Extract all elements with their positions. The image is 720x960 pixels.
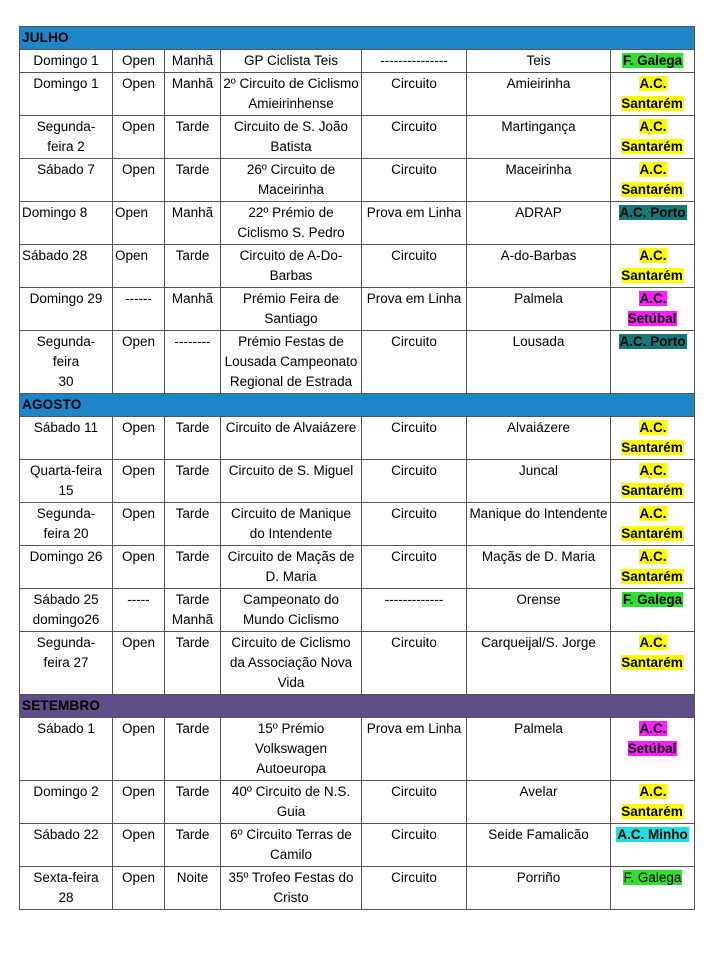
event-location: A-do-Barbas — [467, 245, 611, 288]
event-type: Circuito — [362, 331, 467, 394]
event-name: 22º Prémio de Ciclismo S. Pedro — [221, 202, 362, 245]
organizer-badge: A.C. Santarém — [621, 420, 683, 455]
organizer-badge: A.C. Santarém — [621, 162, 683, 197]
event-row — [20, 503, 695, 546]
event-date: Segunda- feira 20 — [20, 503, 113, 546]
event-date: Sexta-feira 28 — [20, 867, 113, 910]
event-date: Domingo 1 — [20, 50, 113, 73]
organizer-cell — [611, 718, 695, 781]
event-period: Tarde — [165, 245, 221, 288]
event-row — [20, 288, 695, 331]
month-header-row — [20, 27, 695, 50]
organizer-badge: A.C. Santarém — [621, 248, 683, 283]
event-period: Tarde — [165, 159, 221, 202]
event-period: Tarde — [165, 718, 221, 781]
event-location: Amieirinha — [467, 73, 611, 116]
event-category: Open — [113, 202, 165, 245]
event-period: Manhã — [165, 288, 221, 331]
organizer-badge: F. Galega — [623, 870, 682, 885]
organizer-badge: A.C. Minho — [617, 827, 688, 842]
event-category: Open — [113, 331, 165, 394]
event-category: Open — [113, 718, 165, 781]
event-category: Open — [113, 632, 165, 695]
organizer-cell — [611, 331, 695, 394]
event-type: Circuito — [362, 824, 467, 867]
event-period: Tarde — [165, 460, 221, 503]
event-period: Tarde — [165, 503, 221, 546]
event-period: Tarde — [165, 781, 221, 824]
event-location: Seide Famalicão — [467, 824, 611, 867]
event-row — [20, 546, 695, 589]
event-location: Porriño — [467, 867, 611, 910]
event-name: Circuito de A-Do-Barbas — [221, 245, 362, 288]
organizer-cell — [611, 589, 695, 632]
event-name: Circuito de Manique do Intendente — [221, 503, 362, 546]
organizer-cell — [611, 159, 695, 202]
event-date: Sábado 7 — [20, 159, 113, 202]
organizer-cell — [611, 632, 695, 695]
event-category: Open — [113, 73, 165, 116]
event-location: Martingança — [467, 116, 611, 159]
event-date: Segunda- feira 30 — [20, 331, 113, 394]
event-category: Open — [113, 781, 165, 824]
event-row — [20, 417, 695, 460]
month-header-row — [20, 695, 695, 718]
event-category: Open — [113, 245, 165, 288]
event-location: Teis — [467, 50, 611, 73]
event-type: Circuito — [362, 546, 467, 589]
event-category: Open — [113, 503, 165, 546]
event-row — [20, 781, 695, 824]
event-row — [20, 824, 695, 867]
event-type: Circuito — [362, 460, 467, 503]
organizer-badge: F. Galega — [622, 53, 683, 68]
event-location: Maçãs de D. Maria — [467, 546, 611, 589]
event-category: Open — [113, 116, 165, 159]
event-category: ------ — [113, 288, 165, 331]
event-date: Sábado 25 domingo26 — [20, 589, 113, 632]
event-period: Manhã — [165, 50, 221, 73]
event-location: Palmela — [467, 288, 611, 331]
event-date: Sábado 11 — [20, 417, 113, 460]
organizer-cell — [611, 867, 695, 910]
event-date: Sábado 22 — [20, 824, 113, 867]
calendar-body — [20, 27, 695, 910]
event-date: Segunda- feira 27 — [20, 632, 113, 695]
event-location: Orense — [467, 589, 611, 632]
event-date: Domingo 1 — [20, 73, 113, 116]
event-row — [20, 202, 695, 245]
event-type: Prova em Linha — [362, 288, 467, 331]
event-type: Circuito — [362, 417, 467, 460]
event-date: Sábado 1 — [20, 718, 113, 781]
event-category: Open — [113, 50, 165, 73]
event-row — [20, 73, 695, 116]
month-header: SETEMBRO — [20, 695, 695, 718]
month-header: JULHO — [20, 27, 695, 50]
event-row — [20, 460, 695, 503]
event-type: Prova em Linha — [362, 718, 467, 781]
event-name: 15º Prémio Volkswagen Autoeuropa — [221, 718, 362, 781]
event-name: 2º Circuito de Ciclismo Amieirinhense — [221, 73, 362, 116]
event-date: Quarta-feira 15 — [20, 460, 113, 503]
event-period: Tarde Manhã — [165, 589, 221, 632]
organizer-cell — [611, 245, 695, 288]
event-type: Circuito — [362, 159, 467, 202]
event-type: --------------- — [362, 50, 467, 73]
event-period: Manhã — [165, 73, 221, 116]
event-date: Domingo 29 — [20, 288, 113, 331]
event-location: Palmela — [467, 718, 611, 781]
organizer-badge: A.C. Santarém — [621, 549, 683, 584]
event-location: Alvaiázere — [467, 417, 611, 460]
organizer-badge: A.C. Porto — [619, 205, 686, 220]
organizer-badge: A.C. Santarém — [621, 76, 683, 111]
event-date: Segunda- feira 2 — [20, 116, 113, 159]
event-period: Manhã — [165, 202, 221, 245]
event-category: Open — [113, 417, 165, 460]
organizer-cell — [611, 73, 695, 116]
organizer-cell — [611, 781, 695, 824]
event-row — [20, 589, 695, 632]
organizer-cell — [611, 460, 695, 503]
event-row — [20, 245, 695, 288]
event-location: Lousada — [467, 331, 611, 394]
event-name: 6º Circuito Terras de Camilo — [221, 824, 362, 867]
event-period: Tarde — [165, 632, 221, 695]
event-category: ----- — [113, 589, 165, 632]
event-name: Circuito de Ciclismo da Associação Nova Vida — [221, 632, 362, 695]
event-period: Tarde — [165, 417, 221, 460]
event-type: ------------- — [362, 589, 467, 632]
event-type: Circuito — [362, 632, 467, 695]
organizer-badge: A.C. Santarém — [621, 119, 683, 154]
event-category: Open — [113, 824, 165, 867]
event-date: Domingo 26 — [20, 546, 113, 589]
event-period: Tarde — [165, 116, 221, 159]
event-location: ADRAP — [467, 202, 611, 245]
organizer-cell — [611, 824, 695, 867]
organizer-badge: A.C. Santarém — [621, 784, 683, 819]
event-type: Circuito — [362, 116, 467, 159]
event-location: Maceirinha — [467, 159, 611, 202]
event-period: -------- — [165, 331, 221, 394]
event-name: Prémio Feira de Santiago — [221, 288, 362, 331]
event-row — [20, 116, 695, 159]
event-row — [20, 331, 695, 394]
organizer-cell — [611, 50, 695, 73]
organizer-cell — [611, 503, 695, 546]
organizer-badge: A.C. Santarém — [621, 506, 683, 541]
event-category: Open — [113, 867, 165, 910]
event-type: Circuito — [362, 503, 467, 546]
calendar-table — [19, 26, 695, 910]
event-category: Open — [113, 546, 165, 589]
event-name: 26º Circuito de Maceirinha — [221, 159, 362, 202]
event-row — [20, 50, 695, 73]
event-name: Circuito de S. João Batista — [221, 116, 362, 159]
event-date: Sábado 28 — [20, 245, 113, 288]
event-name: Circuito de Maçãs de D. Maria — [221, 546, 362, 589]
event-period: Noite — [165, 867, 221, 910]
event-period: Tarde — [165, 546, 221, 589]
event-type: Prova em Linha — [362, 202, 467, 245]
organizer-cell — [611, 202, 695, 245]
event-name: 40º Circuito de N.S. Guia — [221, 781, 362, 824]
organizer-badge: A.C. Setúbal — [627, 291, 677, 326]
event-type: Circuito — [362, 73, 467, 116]
event-name: Campeonato do Mundo Ciclismo — [221, 589, 362, 632]
event-date: Domingo 8 — [20, 202, 113, 245]
organizer-badge: A.C. Santarém — [621, 463, 683, 498]
event-row — [20, 718, 695, 781]
organizer-cell — [611, 546, 695, 589]
event-location: Manique do Intendente — [467, 503, 611, 546]
organizer-cell — [611, 288, 695, 331]
event-type: Circuito — [362, 781, 467, 824]
event-name: Prémio Festas de Lousada Campeonato Regional de Estrada — [221, 331, 362, 394]
organizer-cell — [611, 417, 695, 460]
event-name: Circuito de S. Miguel — [221, 460, 362, 503]
event-row — [20, 632, 695, 695]
event-name: 35º Trofeo Festas do Cristo — [221, 867, 362, 910]
event-name: Circuito de Alvaiázere — [221, 417, 362, 460]
event-row — [20, 159, 695, 202]
event-period: Tarde — [165, 824, 221, 867]
event-location: Juncal — [467, 460, 611, 503]
event-date: Domingo 2 — [20, 781, 113, 824]
event-location: Carqueijal/S. Jorge — [467, 632, 611, 695]
organizer-cell — [611, 116, 695, 159]
event-type: Circuito — [362, 867, 467, 910]
organizer-badge: A.C. Porto — [619, 334, 686, 349]
month-header-row — [20, 394, 695, 417]
event-category: Open — [113, 159, 165, 202]
event-type: Circuito — [362, 245, 467, 288]
organizer-badge: A.C. Setúbal — [627, 721, 677, 756]
organizer-badge: F. Galega — [622, 592, 683, 607]
event-location: Avelar — [467, 781, 611, 824]
event-row — [20, 867, 695, 910]
organizer-badge: A.C. Santarém — [621, 635, 683, 670]
month-header: AGOSTO — [20, 394, 695, 417]
event-name: GP Ciclista Teis — [221, 50, 362, 73]
event-category: Open — [113, 460, 165, 503]
